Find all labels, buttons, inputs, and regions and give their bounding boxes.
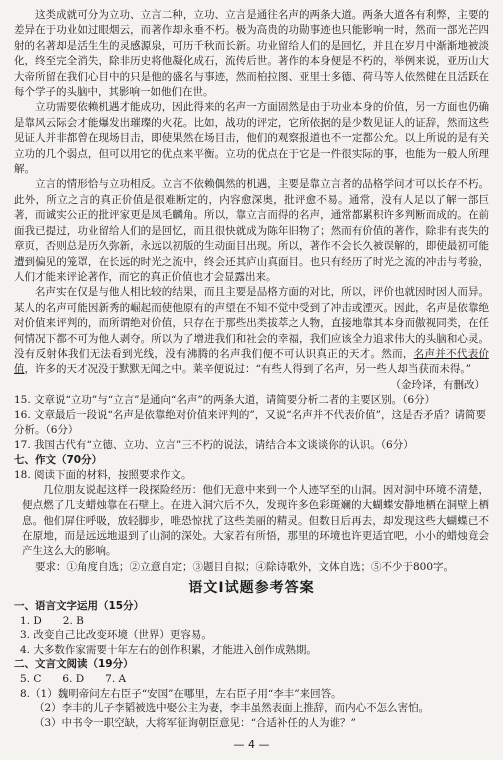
question-16: 16. 文章最后一段说“名声是依靠绝对价值来评判的”，又说“名声并不代表价值”，这是否矛盾？请简要分析。（6分） [14, 408, 487, 436]
essay-paragraph-3: 立言的情形恰与立功相反。立言不依赖偶然的机遇，主要是靠立言者的品格学问才可以长存不朽。此外，所立之言的真正价值是很难断定的，内容愈深奥，批评愈不易。通常，没有人足以了解一部巨著，而诚实公正的批评家更是凤毛麟角。所以，靠立言而得的名声，通常都累积许多判断而成的。在前面我已提过，功业留给人们的是回忆，而且很快就成为陈年旧物了；然而有价值的著作，除非有丧失的章页，否则总是历久弥新，永远以初版的生动面目出现。所以，著作不会长久被误解的，即使最初可能遭到偏见的笼罩，在长远的时光之流中，终会还其庐山真面目。也只有经历了时光之流的冲击与考验，人们才能来评论著作，而它的真正价值也才会显露出来。 [14, 178, 489, 283]
answer-3: 3. 改变自己比改变环境（世界）更容易。 [20, 629, 212, 642]
answer-5-7: 5. C 6. D 7. A [20, 673, 127, 686]
composition-section [14, 453, 489, 575]
translator-credit: （金玲译，有删改） [390, 378, 485, 391]
question-15: 15. 文章说“立功”与“立言”是通向“名声”的两条大道，请简要分析二者的主要区别。（6分） [14, 393, 436, 406]
reading-questions [14, 393, 489, 453]
answer-8-3: （3）中书令一职空缺，大将军征询朝臣意见：“合适补任的人为谁？” [34, 716, 356, 729]
question-17: 17. 我国古代有“立德、立功、立言”三不朽的说法，请结合本文谈谈你的认识。（6分） [14, 438, 414, 451]
answer-key-title: 语文Ⅰ试题参考答案 [188, 579, 315, 596]
question-18: 18. 阅读下面的材料，按照要求作文。 [14, 468, 192, 481]
essay-paragraph-1: 这类成就可分为立功、立言二种，立功、立言是通往名声的两条大道。两条大道各有利弊，主要的差异在于功业如过眼烟云，而著作却永垂不朽。极为高贵的功勋事迹也只能影响一时，然而一部光芒四射的名著却是活生生的灵感源泉，可历千秋而长新。功业留给人们的是回忆，并且在岁月中渐渐地被淡化，终至完全消失，除非历史将他凝化成石，流传后世。著作的本身便是不朽的，举例来说，亚历山大大帝所留在我们心目中的只是他的盛名与事迹，然而柏拉图、亚里士多德、荷马等人依然健在且活跃在每个学子的头脑中，其影响一如他们在世。 [14, 9, 489, 99]
essay-paragraph-4-part-a: 名声实在仅是与他人相比较的结果，而且主要是品格方面的对比，所以，评价也就因时因人而异。某人的名声可能因新秀的崛起而使他原有的声望在不知不觉中受到了冲击或湮灭。因此，名声是依靠绝对价值来评判的，而所谓绝对价值，只存在于那些出类拔萃之人物，直接地靠其本身而傲视同类，在任何情况下都不可为他人剥夺。所以为了增进我们和社会的幸福，我们应该全力追求伟大的头脑和心灵。没有反射体我们无法看到光线，没有沸腾的名声我们便不可认识真正的天才。然而， [14, 286, 489, 360]
answer-8-1: 8.（1）魏明帝问左右臣子“安国”在哪里，左右臣子用“李丰”来回答。 [20, 687, 342, 700]
composition-heading: 七、作文（70分） [14, 453, 103, 466]
underlined-phrase: 名声并不代表价值 [14, 347, 490, 376]
answer-1-2: 1. D 2. B [20, 614, 84, 627]
essay-body [14, 8, 489, 393]
answer-4: 4. 大多数作家需要十年左右的创作积累，才能进入创作成熟期。 [20, 643, 317, 656]
answer-section-2-heading: 二、文言文阅读（19分） [14, 658, 134, 671]
answer-8-2: （2）李丰的儿子李韬被选中娶公主为妻，李丰虽然表面上推辞，而内心不怎么害怕。 [34, 702, 430, 715]
composition-material: 几位朋友说起这样一段探险经历：他们无意中来到一个人迹罕至的山洞。因对洞中环境不清楚，便点燃了几支蜡烛靠在石壁上。在进入洞穴后不久，发现许多色彩斑斓的大蝴蝶安静地栖在洞壁上栖息。他们屏住呼吸，放轻脚步，唯恐惊扰了这些美丽的精灵。但数日后再去，却发现这些大蝴蝶已不在原地，而是远远地退到了山洞的深处。大家若有所悟，那里的环境也许更适宜吧，小小的蜡烛竟会产生这么大的影响。 [22, 483, 489, 558]
essay-paragraph-4-part-b: ，许多的天才况没于默默无闻之中。莱辛便说过：“有些人得到了名声，另一些人却当获而未得。” [24, 363, 471, 376]
answer-key [14, 577, 489, 731]
essay-paragraph-4 [14, 285, 489, 377]
page-number: — 4 — [233, 738, 270, 751]
composition-requirements: 要求：①角度自选；②立意自定；③题目自拟；④除诗歌外，文体自选；⑤不少于800字。 [35, 560, 455, 573]
answer-section-1-heading: 一、语言文字运用（15分） [14, 599, 145, 612]
essay-paragraph-2: 立功需要依赖机遇才能成功，因此得来的名声一方面固然是由于功业本身的价值，另一方面也仍确是靠风云际会才能爆发出璀璨的火花。比如，战功的评定，它所依据的是少数见证人的证辞，然而这些见证人并非都曾在现场目击，即使果然在场目击，他们的观察报道也不一定都公允。以上所说的是有关立功的几个弱点，但可以用它的优点来平衡。立功的优点在于它是一件很实际的事，也能为一般人所理解。 [14, 101, 489, 176]
